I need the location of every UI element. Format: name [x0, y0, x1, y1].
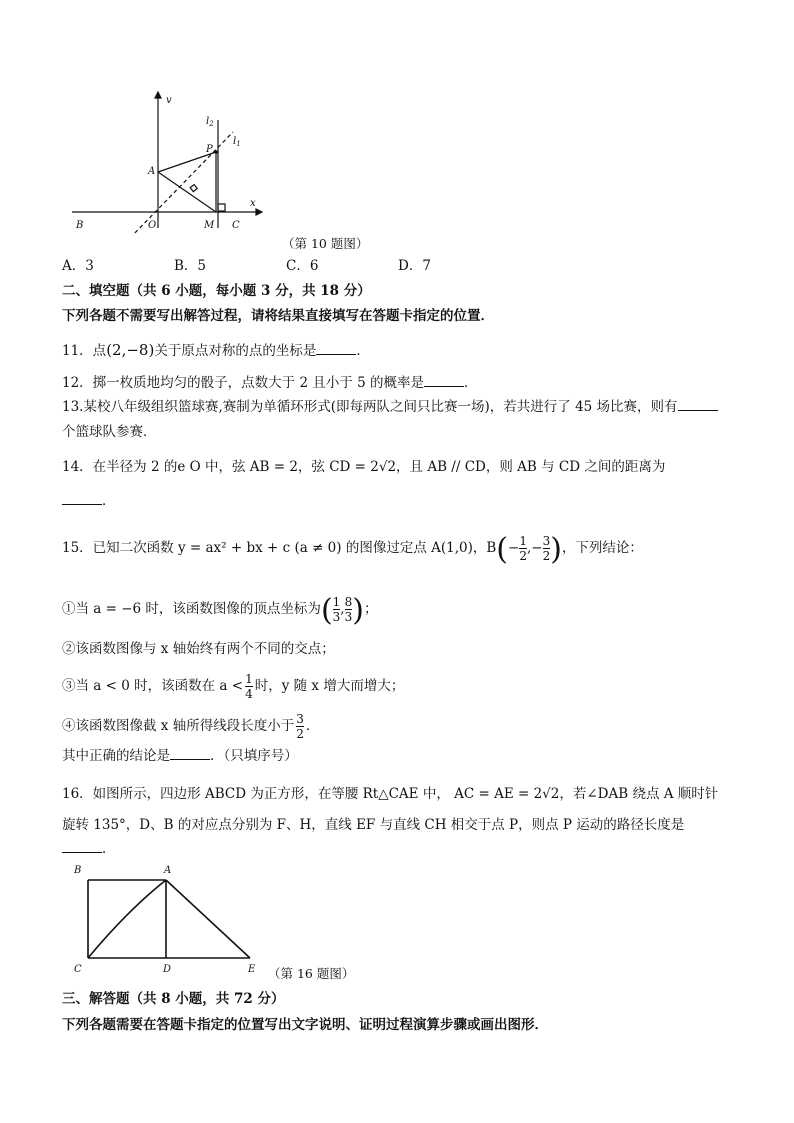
label-C: C — [232, 220, 240, 231]
segment-AM — [158, 172, 216, 212]
label-B: B — [74, 865, 82, 876]
question-13-line-1: 13.某校八年级组织篮球赛,赛制为单循环形式(即每两队之间只比赛一场)，若共进行了 45 场比赛，则有 — [62, 398, 718, 416]
label-B: B — [76, 220, 84, 231]
question-15-stem: 15．已知二次函数 y = ax² + bx + c (a ≠ 0) 的图像过定点 A(1,0)，B(− $\frac{1}{2}$ ,− $\frac{3}{2}$ )，下列结论： — [62, 532, 643, 567]
label-x: x — [250, 198, 256, 209]
question-15-conclusion-2: ②该函数图像与 x 轴始终有两个不同的交点； — [62, 641, 335, 657]
question-15-conclusion-4: ④该函数图像截 x 轴所得线段长度小于 $\frac{3}{2}$ ． — [62, 712, 320, 741]
question-16-line-1: 16．如图所示，四边形 ABCD 为正方形，在等腰 Rt△CAE 中， AC = AE = 2√2，若∠DAB 绕点 A 顺时针 — [62, 786, 719, 802]
q10-option-d: D．7 — [398, 258, 431, 274]
label-P: P — [206, 144, 213, 155]
question-16-line-2: 旋转 135°，D、B 的对应点分别为 F、H，直线 EF 与直线 CH 相交于点 P，则点 P 运动的路径长度是 — [62, 817, 685, 833]
label-M: M — [204, 220, 215, 231]
section-3-instruction: 下列各题需要在答题卡指定的位置写出文字说明、证明过程演算步骤或画出图形． — [62, 1017, 548, 1033]
question-11: 11．点(2,−8)关于原点对称的点的坐标是 ． — [62, 341, 370, 359]
segment-CA — [88, 880, 166, 958]
point-P — [214, 150, 218, 154]
figure-10-caption: （第 10 题图） — [282, 236, 369, 251]
question-14-line-1: 14．在半径为 2 的e O 中，弦 AB = 2，弦 CD = 2√2，且 AB // CD，则 AB 与 CD 之间的距离为 — [62, 459, 666, 475]
figure-16-caption: （第 16 题图） — [268, 966, 355, 981]
right-angle-mark-1 — [190, 185, 197, 192]
question-15-conclusion-1: ①当 a = −6 时，该函数图像的顶点坐标为( $\frac{1}{3}$ , $\frac{8}{3}$ )； — [62, 593, 378, 628]
question-13-line-2: 个篮球队参赛． — [62, 424, 157, 440]
answer-blank — [424, 374, 464, 387]
section-2-title: 二、填空题（共 6 小题，每小题 3 分，共 18 分） — [62, 283, 371, 299]
label-l2: $l_2$ — [206, 116, 214, 128]
question-15-answer: 其中正确的结论是 ．（只填序号） — [62, 748, 298, 764]
question-15-conclusion-3: ③当 a < 0 时，该函数在 a < $\frac{1}{4}$ 时，y 随 x 增大而增大； — [62, 672, 405, 701]
answer-blank — [316, 342, 356, 355]
question-14-line-2: ． — [62, 492, 116, 510]
answer-blank — [170, 747, 210, 760]
section-2-instruction: 下列各题不需要写出解答过程，请将结果直接填写在答题卡指定的位置． — [62, 308, 494, 324]
q10-option-b: B．5 — [174, 258, 207, 274]
label-E: E — [248, 964, 256, 975]
side-AE — [166, 880, 250, 958]
question-12: 12．掷一枚质地均匀的骰子，点数大于 2 且小于 5 的概率是 ． — [62, 375, 478, 391]
segment-AP — [158, 152, 216, 172]
question-16-line-3: ． — [62, 840, 116, 858]
x-arrow — [256, 209, 262, 215]
answer-blank — [62, 492, 102, 505]
label-A: A — [164, 865, 172, 876]
q10-option-c: C．6 — [286, 258, 319, 274]
section-3-title: 三、解答题（共 8 小题，共 72 分） — [62, 991, 285, 1007]
answer-blank — [678, 398, 718, 411]
label-y: v — [166, 95, 172, 106]
y-arrow — [155, 92, 161, 98]
figure-16 — [68, 860, 268, 975]
answer-blank — [62, 840, 102, 853]
label-D: D — [163, 964, 172, 975]
right-angle-mark-2 — [218, 204, 225, 211]
label-l1: $l_1$ — [233, 136, 241, 148]
label-C: C — [74, 964, 82, 975]
figure-10 — [70, 90, 270, 235]
q10-option-a: A．3 — [62, 258, 94, 274]
label-O: O — [148, 220, 157, 231]
label-A: A — [148, 166, 156, 177]
